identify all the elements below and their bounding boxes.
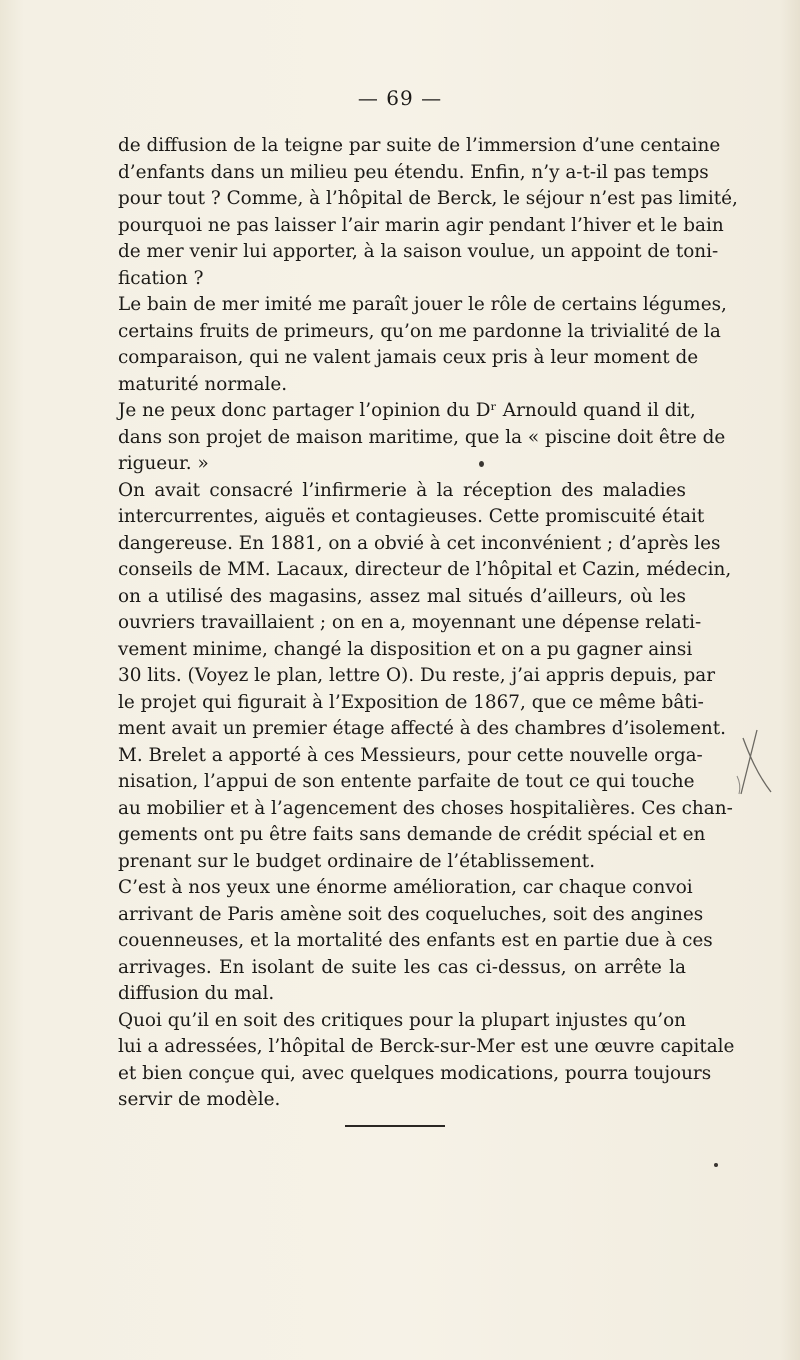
text-line: Je ne peux donc partager l’opinion du Dʳ Arnould quand il dit, (118, 400, 696, 421)
text-line: pour tout ? Comme, à l’hôpital de Berck, le séjour n’est pas limité, (118, 188, 738, 209)
ink-speck (479, 461, 484, 467)
text-line: ouvriers travaillaient ; on en a, moyennant une dépense relati- (118, 612, 702, 633)
text-line: fication ? (118, 267, 204, 289)
text-line: d’enfants dans un milieu peu étendu. Enfin, n’y a-t-il pas temps (118, 161, 709, 183)
text-line: Quoi qu’il en soit des critiques pour la plupart injustes qu’on (118, 1009, 686, 1031)
page-number: — 69 — (357, 86, 443, 110)
ink-speck (714, 1163, 718, 1167)
text-line: certains fruits de primeurs, qu’on me pardonne la trivialité de la (118, 320, 721, 342)
text-line: intercurrentes, aiguës et contagieuses. Cette promiscuité était (118, 506, 705, 527)
text-line: comparaison, qui ne valent jamais ceux pris à leur moment de (118, 347, 699, 368)
text-line: nisation, l’appui de son entente parfaite de tout ce qui touche (118, 771, 695, 792)
text-line: On avait consacré l’infirmerie à la réception des maladies (118, 479, 686, 501)
text-line: servir de modèle. (118, 1089, 281, 1110)
text-line: maturité normale. (118, 373, 288, 395)
text-line: lui a adressées, l’hôpital de Berck-sur-Mer est une œuvre capitale (118, 1036, 735, 1057)
text-line: conseils de MM. Lacaux, directeur de l’hôpital et Cazin, médecin, (118, 559, 732, 580)
text-line: arrivant de Paris amène soit des coqueluches, soit des angines (118, 903, 704, 925)
text-line: de diffusion de la teigne par suite de l’immersion d’une centaine (118, 135, 721, 156)
text-line: on a utilisé des magasins, assez mal situés d’ailleurs, où les (118, 585, 686, 607)
text-line: vement minime, changé la disposition et on a pu gagner ainsi (118, 638, 693, 660)
text-line: le projet qui figurait à l’Exposition de 1867, que ce même bâti- (118, 691, 704, 713)
text-line: Le bain de mer imité me paraît jouer le rôle de certains légumes, (118, 294, 727, 315)
text-line: C’est à nos yeux une énorme amélioration, car chaque convoi (118, 877, 693, 898)
text-line: au mobilier et à l’agencement des choses hospitalières. Ces chan- (118, 797, 733, 819)
text-line: couenneuses, et la mortalité des enfants est en partie due à ces (118, 930, 713, 951)
pencil-x-mark-icon (735, 728, 775, 798)
text-line: dans son projet de maison maritime, que la « piscine doit être de (118, 426, 726, 448)
text-line: ment avait un premier étage affecté à des chambres d’isolement. (118, 718, 726, 739)
text-line: de mer venir lui apporter, à la saison voulue, un appoint de toni- (118, 241, 719, 262)
text-line: pourquoi ne pas laisser l’air marin agir pendant l’hiver et le bain (118, 214, 724, 236)
text-line: gements ont pu être faits sans demande de crédit spécial et en (118, 824, 706, 845)
text-line: prenant sur le budget ordinaire de l’établissement. (118, 850, 596, 872)
text-line: 30 lits. (Voyez le plan, lettre O). Du reste, j’ai appris depuis, par (118, 665, 715, 686)
body-text (118, 133, 738, 1114)
text-line: et bien conçue qui, avec quelques modications, pourra toujours (118, 1062, 712, 1084)
text-line: arrivages. En isolant de suite les cas ci-dessus, on arrête la (118, 956, 686, 978)
closing-rule (345, 1125, 445, 1127)
text-line: M. Brelet a apporté à ces Messieurs, pour cette nouvelle orga- (118, 744, 703, 766)
text-line: rigueur. » (118, 453, 209, 474)
text-line: dangereuse. En 1881, on a obvié à cet inconvénient ; d’après les (118, 532, 721, 554)
text-line: diffusion du mal. (118, 983, 275, 1004)
